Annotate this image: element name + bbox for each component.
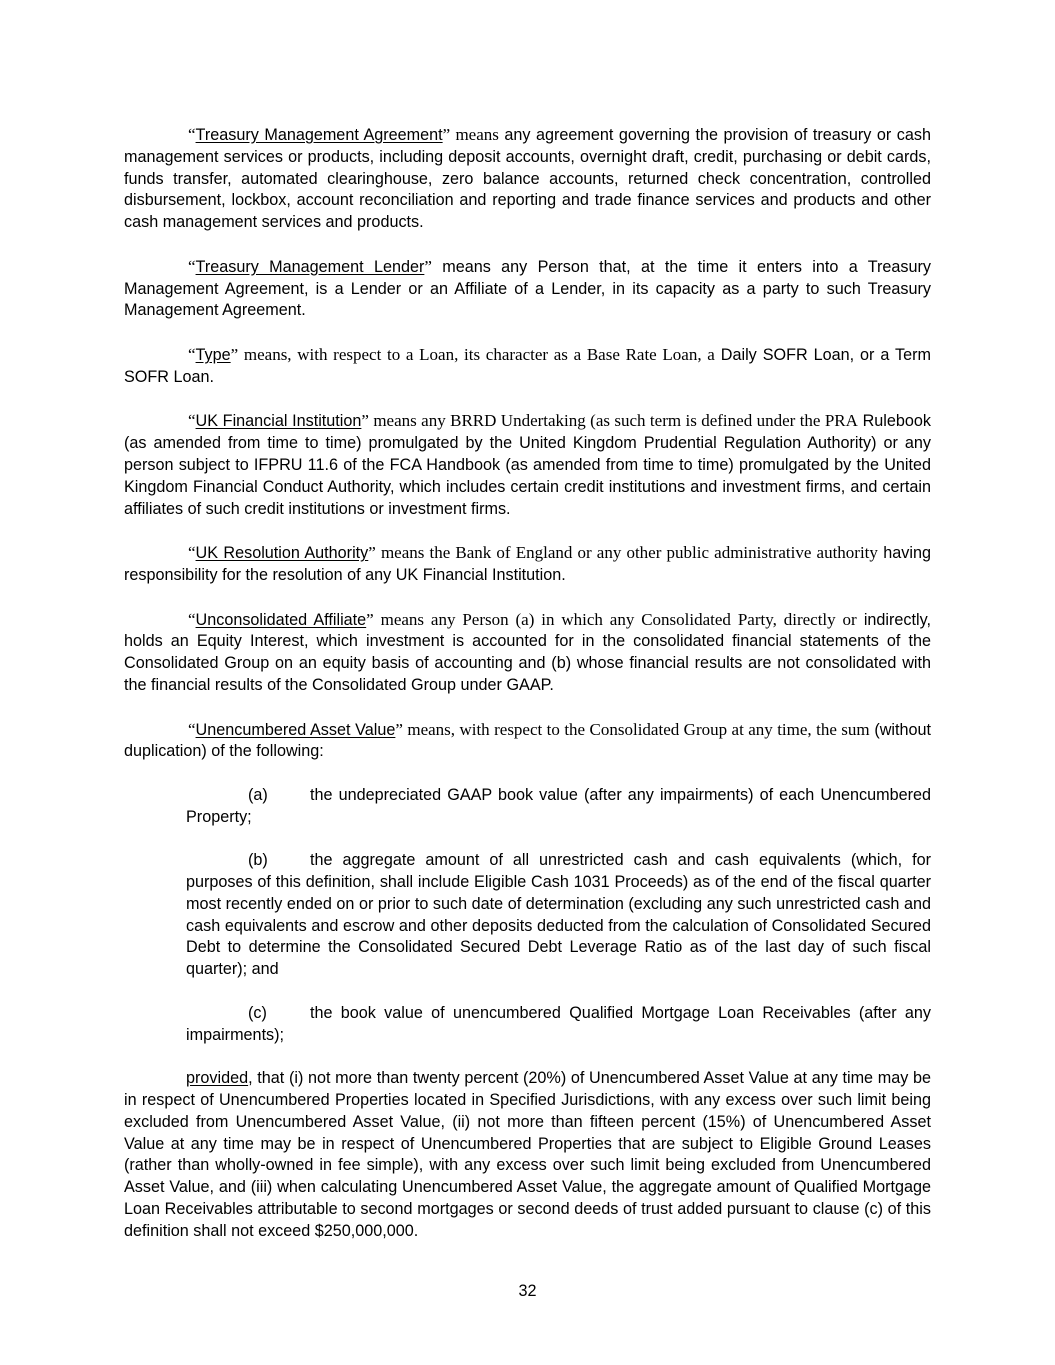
definition-unencumbered-asset-value: “Unencumbered Asset Value” means, with respect to the Consolidated Group at any time, the sum (without duplication) of the following: — [124, 719, 931, 761]
clause-text: the aggregate amount of all unrestricted cash and cash equivalents (which, for purposes of this definition, shall include Eligible Cash 1031 Proceeds) as of the end of the fiscal quarter most recently ended on or prior to such date of determination (excluding any such unrestricted cash and cash equivalents and escrow and other deposits deducted from the calculation of Consolidated Secured Debt to determine the Consolidated Secured Debt Leverage Ratio as of the last day of such fiscal quarter); and — [186, 851, 931, 979]
defined-term: Type — [195, 345, 231, 364]
clause-label: (a) — [248, 785, 268, 804]
defined-term: UK Financial Institution — [195, 412, 362, 431]
page-number: 32 — [518, 1282, 537, 1300]
proviso-paragraph: provided, that (i) not more than twenty percent (20%) of Unencumbered Asset Value at any time may be in respect of Unencumbered Properties located in Specified Jurisdictions, with any excess over such limit being excluded from Unencumbered Asset Value, (ii) not more than fifteen percent (15%) of Unencumbered Asset Value at any time may be in respect of Unencumbered Properties that are subject to Eligible Ground Leases (rather than wholly-owned in fee simple), with any excess over such limit being excluded from Unencumbered Asset Value, and (iii) when calculating Unencumbered Asset Value, the aggregate amount of Qualified Mortgage Loan Receivables attributable to second mortgages or second deeds of trust added pursuant to clause (c) of this definition shall not exceed $250,000,000. — [124, 1069, 931, 1240]
definition-uk-financial-institution: “UK Financial Institution” means any BRRD Undertaking (as such term is defined under the PRA Rulebook (as amended from time to time) promulgated by the United Kingdom Prudential Regulation Authority) or any person subject to IFPRU 11.6 of the FCA Handbook (as amended from time to time) promulgated by the United Kingdom Financial Conduct Authority, which includes certain credit institutions and investment firms, and certain affiliates of such credit institutions or investment firms. — [124, 411, 931, 518]
document-page — [124, 124, 931, 1243]
clause-text: the book value of unencumbered Qualified Mortgage Loan Receivables (after any impairments); — [186, 1003, 931, 1044]
definition-uk-resolution-authority: “UK Resolution Authority” means the Bank of England or any other public administrative authority having responsibility for the resolution of any UK Financial Institution. — [124, 543, 931, 584]
clause-a — [186, 785, 931, 829]
defined-term: Unencumbered Asset Value — [195, 720, 396, 739]
proviso-term: provided — [186, 1069, 249, 1088]
defined-term: Unconsolidated Affiliate — [195, 610, 367, 629]
clause-label: (c) — [248, 1003, 267, 1022]
defined-term: Treasury Management Agreement — [195, 126, 443, 144]
definition-type: “Type” means, with respect to a Loan, its character as a Base Rate Loan, a Daily SOFR Loan, or a Term SOFR Loan. — [124, 344, 932, 386]
definition-treasury-management-agreement: “Treasury Management Agreement” means any agreement governing the provision of treasury or cash management services or products, including deposit accounts, overnight draft, credit, purchasing or debit cards, funds transfer, automated clearinghouse, zero balance accounts, returned check concentration, controlled disbursement, lockbox, account reconciliation and reporting and trade finance services and products and other cash management services and products. — [124, 125, 931, 232]
clause-b — [186, 850, 931, 981]
clause-text: the undepreciated GAAP book value (after any impairments) of each Unencumbered Property; — [186, 785, 931, 826]
defined-term: Treasury Management Lender — [195, 257, 425, 276]
clause-label: (b) — [248, 851, 268, 870]
clause-c — [186, 1003, 931, 1047]
definition-treasury-management-lender: “Treasury Management Lender” means any Person that, at the time it enters into a Treasury Management Agreement, is a Lender or an Affiliate of a Lender, in its capacity as a party to such Treasury Management Agreement. — [124, 256, 931, 320]
definition-unconsolidated-affiliate: “Unconsolidated Affiliate” means any Person (a) in which any Consolidated Party, directly or indirectly, holds an Equity Interest, which investment is accounted for in the consolidated financial statements of the Consolidated Group on an equity basis of accounting and (b) whose financial results are not consolidated with the financial results of the Consolidated Group under GAAP. — [124, 609, 932, 694]
defined-term: UK Resolution Authority — [195, 544, 369, 563]
